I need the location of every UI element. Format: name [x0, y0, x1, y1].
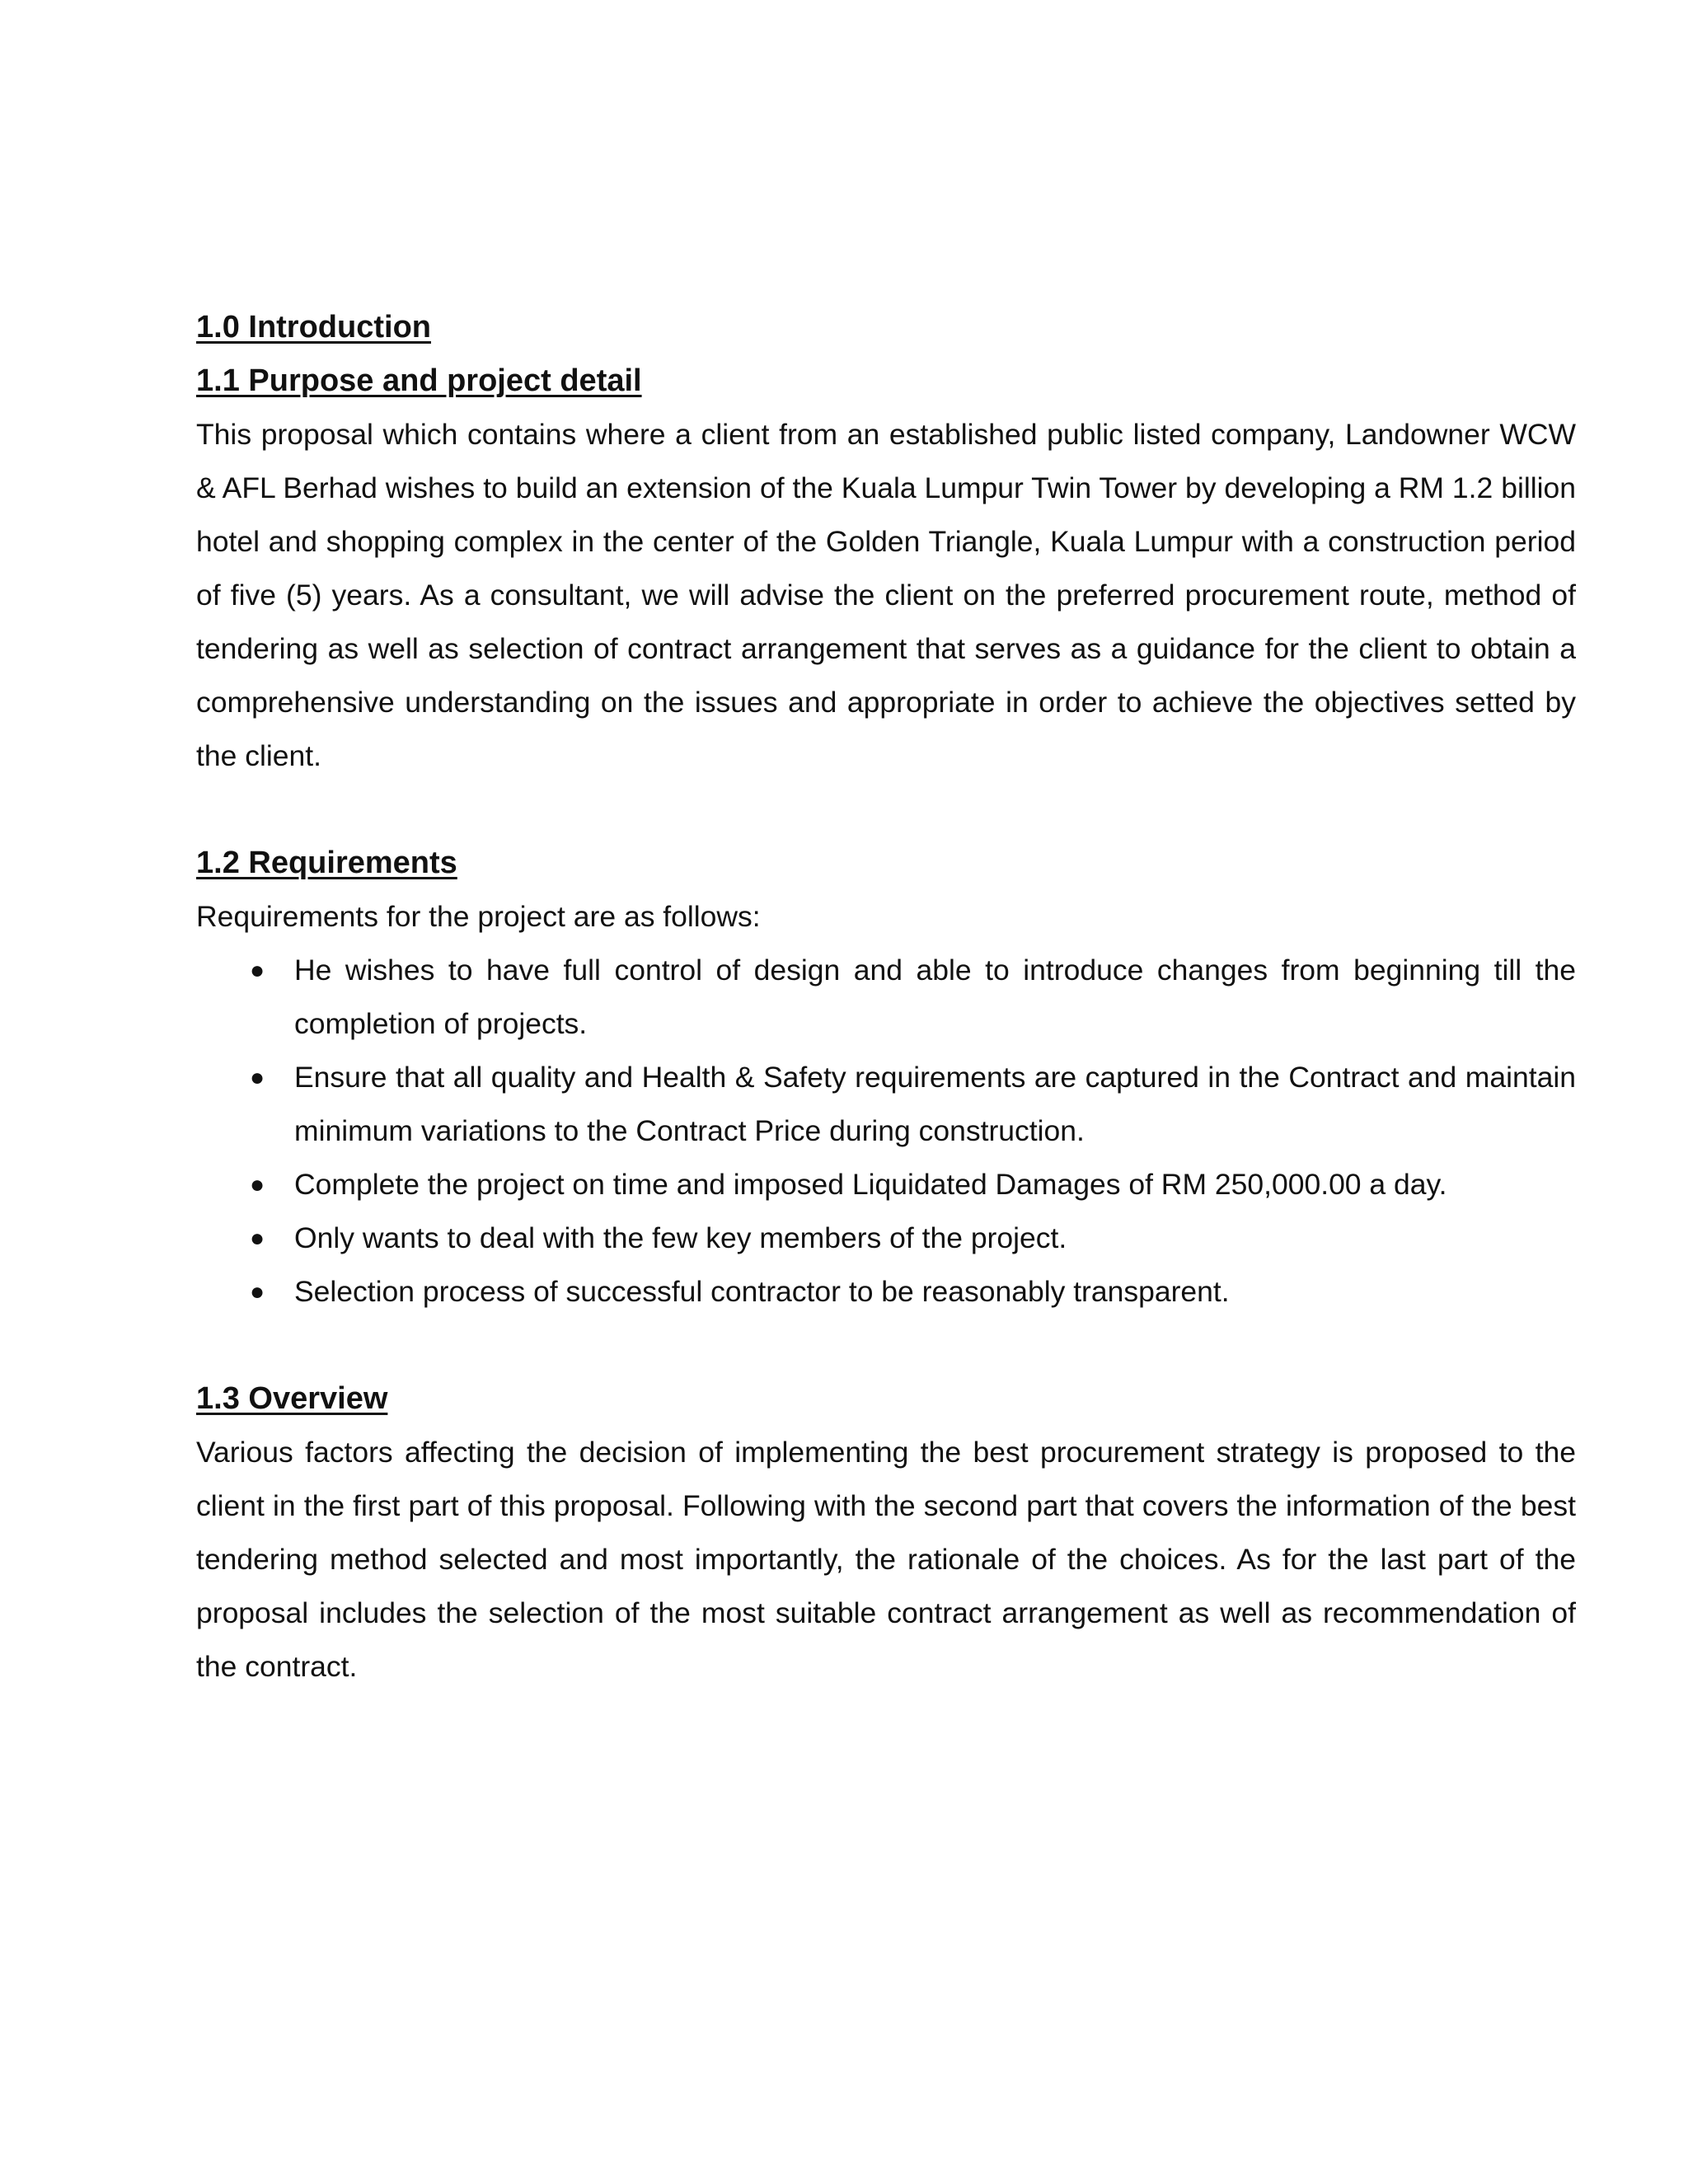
list-item-text: Selection process of successful contractor to be reasonably transparent. — [294, 1275, 1230, 1308]
introduction-heading: 1.0 Introduction — [196, 310, 431, 344]
purpose-paragraph: This proposal which contains where a client from an established public listed company, Landowner WCW & AFL Berhad wishes to build an extension of the Kuala Lumpur Twin Tower by developing a RM 1.2 billion hotel and shopping complex in the center of the Golden Triangle, Kuala Lumpur with a construction period of five (5) years. As a consultant, we will advise the client on the preferred procurement route, method of tendering as well as selection of contract arrangement that serves as a guidance for the client to obtain a comprehensive understanding on the issues and appropriate in order to achieve the objectives setted by the client. — [196, 418, 1576, 772]
requirements-intro: Requirements for the project are as follows: — [196, 900, 761, 933]
list-item — [196, 1212, 1576, 1265]
document-page — [196, 301, 1576, 1694]
list-item — [196, 944, 1576, 1051]
purpose-heading: 1.1 Purpose and project detail — [196, 363, 642, 398]
list-item-text: Complete the project on time and imposed Liquidated Damages of RM 250,000.00 a day. — [294, 1168, 1447, 1201]
section-spacer — [196, 1319, 1576, 1372]
bullet-icon: ● — [250, 1064, 265, 1091]
section-spacer — [196, 783, 1576, 837]
bullet-icon: ● — [250, 957, 265, 984]
bullet-icon: ● — [250, 1278, 265, 1305]
list-item — [196, 1051, 1576, 1158]
list-item-text: Ensure that all quality and Health & Safety requirements are captured in the Contract and maintain minimum variations to the Contract Price during construction. — [294, 1061, 1576, 1147]
overview-heading: 1.3 Overview — [196, 1381, 388, 1416]
bullet-icon: ● — [250, 1225, 265, 1252]
list-item-text: Only wants to deal with the few key members of the project. — [294, 1221, 1067, 1254]
requirements-heading: 1.2 Requirements — [196, 846, 457, 880]
list-item — [196, 1265, 1576, 1319]
overview-paragraph: Various factors affecting the decision of implementing the best procurement strategy is proposed to the client in the first part of this proposal. Following with the second part that covers the information of the best tendering method selected and most importantly, the rationale of the choices. As for the last part of the proposal includes the selection of the most suitable contract arrangement as well as recommendation of the contract. — [196, 1436, 1576, 1683]
requirements-list — [196, 944, 1576, 1319]
bullet-icon: ● — [250, 1171, 265, 1198]
list-item — [196, 1158, 1576, 1212]
list-item-text: He wishes to have full control of design and able to introduce changes from beginning till the completion of projects. — [294, 954, 1576, 1040]
